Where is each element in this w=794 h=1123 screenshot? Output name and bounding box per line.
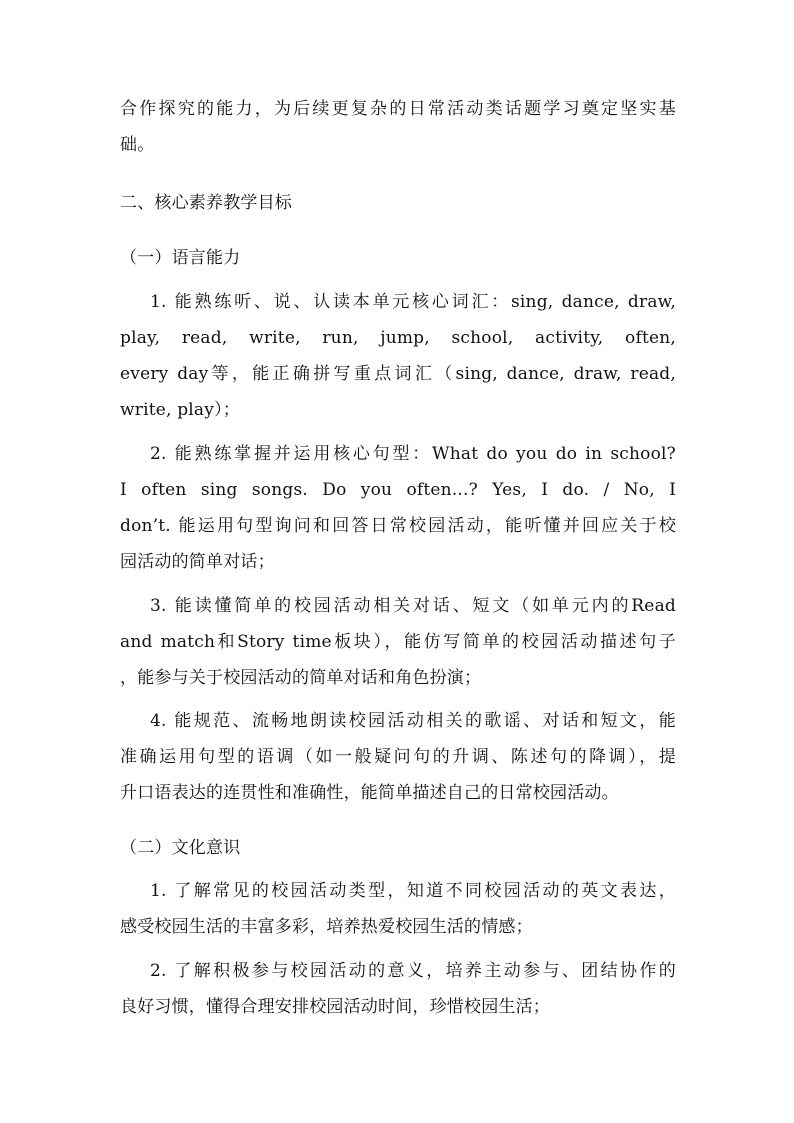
goal-item-1-line-3: every day等，能正确拼写重点词汇（sing, dance, draw, read, [120, 364, 676, 384]
goal-item-3-line-3: ，能参与关于校园活动的简单对话和角色扮演； [120, 668, 482, 688]
goal-item-4-line-3: 升口语表达的连贯性和准确性，能简单描述自己的日常校园活动。 [120, 783, 619, 803]
culture-item-1-line-2: 感受校园生活的丰富多彩，培养热爱校园生活的情感； [120, 917, 533, 937]
goal-item-1-line-2: play, read, write, run, jump, school, activity, often, [120, 328, 676, 348]
section-heading: 二、核心素养教学目标 [120, 193, 292, 213]
goal-item-1-line-1: 1. 能熟练听、说、认读本单元核心词汇：sing, dance, draw, [150, 292, 676, 312]
goal-item-2-line-1: 2. 能熟练掌握并运用核心句型：What do you do in school? [150, 444, 676, 464]
goal-item-4-line-1: 4. 能规范、流畅地朗读校园活动相关的歌谣、对话和短文，能 [150, 711, 676, 731]
intro-paragraph-line-2: 础。 [120, 135, 155, 155]
culture-item-2-line-1: 2. 了解积极参与校园活动的意义，培养主动参与、团结协作的 [150, 961, 676, 981]
intro-paragraph-line-1: 合作探究的能力，为后续更复杂的日常活动类话题学习奠定坚实基 [120, 99, 676, 119]
goal-item-1-line-4: write, play）； [120, 400, 240, 420]
goal-item-2-line-4: 园活动的简单对话； [120, 552, 275, 572]
goal-item-3-line-2: and match和Story time板块），能仿写简单的校园活动描述句子 [120, 632, 676, 652]
goal-item-2-line-3: don’t. 能运用句型询问和回答日常校园活动，能听懂并回应关于校 [120, 516, 676, 536]
culture-item-1-line-1: 1. 了解常见的校园活动类型，知道不同校园活动的英文表达， [150, 881, 676, 901]
goal-item-3-line-1: 3. 能读懂简单的校园活动相关对话、短文（如单元内的Read [150, 596, 676, 616]
subsection-heading-cultural-awareness: （二）文化意识 [120, 838, 241, 858]
culture-item-2-line-2: 良好习惯，懂得合理安排校园活动时间，珍惜校园生活； [120, 997, 550, 1017]
goal-item-2-line-2: I often sing songs. Do you often...? Yes, I do. / No, I [120, 480, 676, 500]
subsection-heading-language-ability: （一）语言能力 [120, 248, 241, 268]
goal-item-4-line-2: 准确运用句型的语调（如一般疑问句的升调、陈述句的降调），提 [120, 747, 676, 767]
